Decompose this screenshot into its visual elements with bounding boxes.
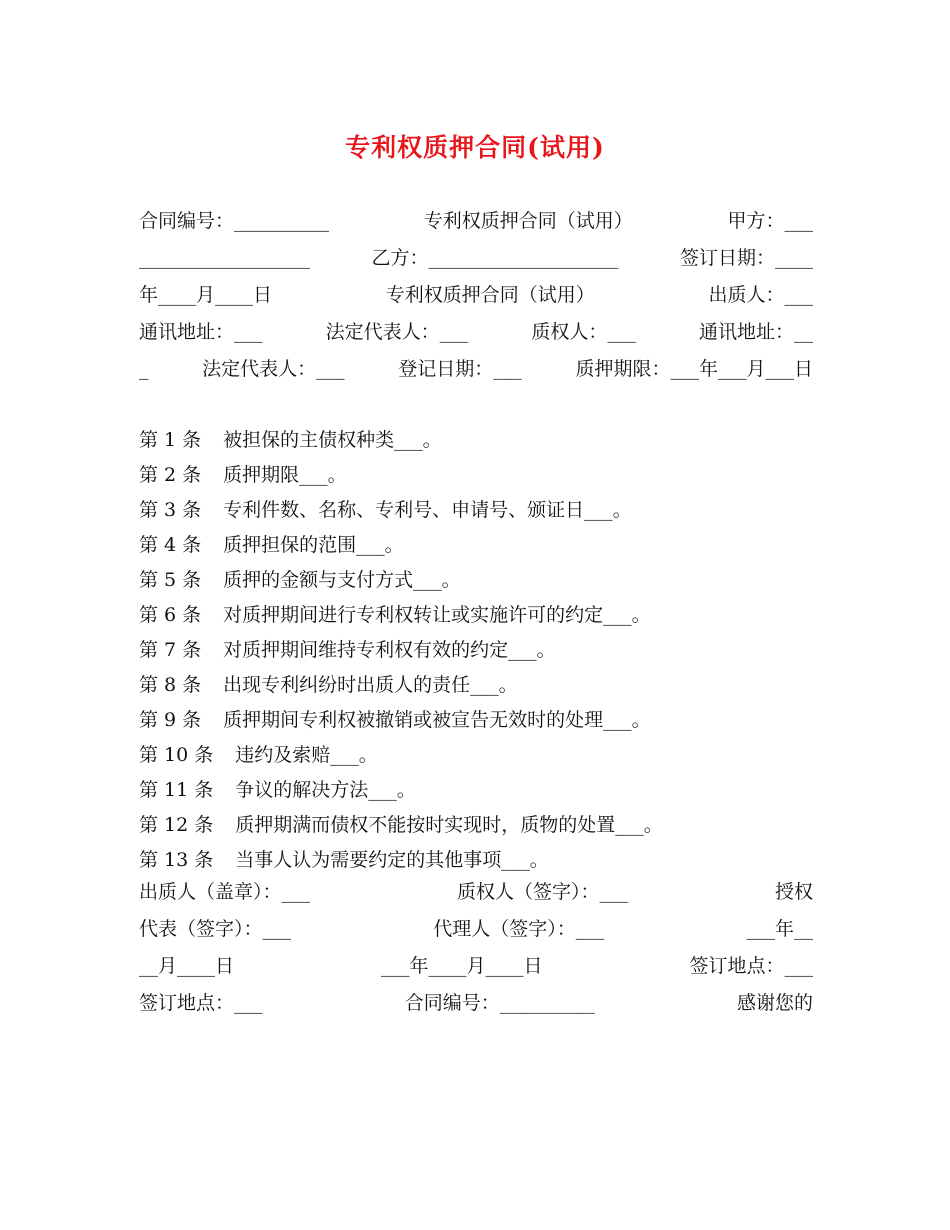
- article-text: 质押期限___。: [223, 464, 347, 486]
- article-row: [139, 772, 813, 809]
- article-text: 质押期满而债权不能按时实现时，质物的处置___。: [235, 814, 663, 836]
- article-row: [139, 422, 813, 459]
- article-row: [139, 457, 813, 494]
- agent-signature-field: 代理人（签字）：___: [433, 918, 605, 940]
- article-row: [139, 597, 813, 634]
- article-row: [139, 632, 813, 669]
- article-number: 第 2 条: [139, 464, 202, 486]
- sign-location-field-1: 签订地点：___: [689, 955, 813, 977]
- contract-number-field: 合同编号：__________: [139, 210, 330, 232]
- article-text: 对质押期间维持专利权有效的约定___。: [223, 639, 556, 661]
- footer-line-4: [139, 985, 813, 1022]
- article-number: 第 7 条: [139, 639, 202, 661]
- article-row: [139, 667, 813, 704]
- article-number: 第 11 条: [139, 779, 214, 801]
- pledgor-field: 出质人：___: [708, 284, 813, 306]
- footer-line-2: [139, 911, 813, 948]
- article-number: 第 10 条: [139, 744, 214, 766]
- article-text: 当事人认为需要约定的其他事项___。: [235, 849, 549, 871]
- article-number: 第 9 条: [139, 709, 202, 731]
- contract-name-text: 专利权质押合同（试用）: [423, 210, 633, 232]
- header-line-2: [139, 240, 813, 277]
- article-text: 违约及索赔___。: [235, 744, 378, 766]
- header-line-1: [139, 203, 813, 240]
- article-number: 第 1 条: [139, 429, 202, 451]
- representative-signature-field: 代表（签字）：___: [139, 918, 292, 940]
- party-a-field: 甲方：___: [727, 210, 813, 232]
- thanks-text: 感谢您的: [736, 992, 813, 1014]
- article-number: 第 4 条: [139, 534, 202, 556]
- pledgor-seal-field: 出质人（盖章）：___: [139, 881, 311, 903]
- pledgor-address-field: 通讯地址：___: [139, 321, 263, 343]
- pledgee-signature-field: 质权人（签字）：___: [456, 881, 628, 903]
- footer-line-3: [139, 948, 813, 985]
- pledgee-field: 质权人：___: [531, 321, 636, 343]
- article-text: 被担保的主债权种类___。: [223, 429, 442, 451]
- contract-number-field-2: 合同编号：__________: [404, 992, 595, 1014]
- article-number: 第 8 条: [139, 674, 202, 696]
- sign-location-field-2: 签订地点：___: [139, 992, 263, 1014]
- article-text: 质押期间专利权被撤销或被宣告无效时的处理___。: [223, 709, 651, 731]
- article-row: [139, 562, 813, 599]
- article-text: 对质押期间进行专利权转让或实施许可的约定___。: [223, 604, 651, 626]
- article-row: [139, 807, 813, 844]
- article-row: [139, 527, 813, 564]
- article-text: 专利件数、名称、专利号、申请号、颁证日___。: [223, 499, 632, 521]
- contract-name-text-2: 专利权质押合同（试用）: [385, 284, 595, 306]
- authorized-text: 授权: [774, 881, 813, 903]
- article-text: 争议的解决方法___。: [235, 779, 416, 801]
- article-text: 出现专利纠纷时出质人的责任___。: [223, 674, 518, 696]
- date-blank-2: ___年____月____日: [380, 955, 543, 977]
- header-line-3: [139, 277, 813, 314]
- date-blank-1: ___年__: [746, 918, 813, 940]
- article-text: 质押的金额与支付方式___。: [223, 569, 461, 591]
- header-line-5: [139, 351, 813, 388]
- document-title: 专利权质押合同(试用): [345, 133, 605, 162]
- article-row: [139, 492, 813, 529]
- article-row: [139, 737, 813, 774]
- article-number: 第 6 条: [139, 604, 202, 626]
- header-line-6: [139, 388, 813, 425]
- date-blank-1-cont: __月____日: [139, 955, 235, 977]
- pledgee-legal-rep-field: 法定代表人：___: [202, 358, 345, 380]
- registration-date-field: 登记日期：___: [398, 358, 522, 380]
- article-number: 第 13 条: [139, 849, 214, 871]
- footer-line-5: [139, 1022, 813, 1059]
- article-number: 第 5 条: [139, 569, 202, 591]
- pledgee-address-blank: _: [139, 358, 149, 380]
- footer-line-1: [139, 874, 813, 911]
- party-b-field: 乙方：____________________: [371, 247, 619, 269]
- article-number: 第 3 条: [139, 499, 202, 521]
- header-line-4: [139, 314, 813, 351]
- article-row: [139, 702, 813, 739]
- article-text: 质押担保的范围___。: [223, 534, 404, 556]
- party-a-blank: __________________: [139, 247, 310, 269]
- pledge-period-field: 质押期限：___年___月___日: [575, 358, 813, 380]
- pledgee-address-field: 通讯地址：__: [698, 321, 813, 343]
- article-number: 第 12 条: [139, 814, 214, 836]
- sign-date-blank: 年____月____日: [139, 284, 273, 306]
- sign-date-field: 签订日期：____: [679, 247, 813, 269]
- pledgor-legal-rep-field: 法定代表人：___: [325, 321, 469, 343]
